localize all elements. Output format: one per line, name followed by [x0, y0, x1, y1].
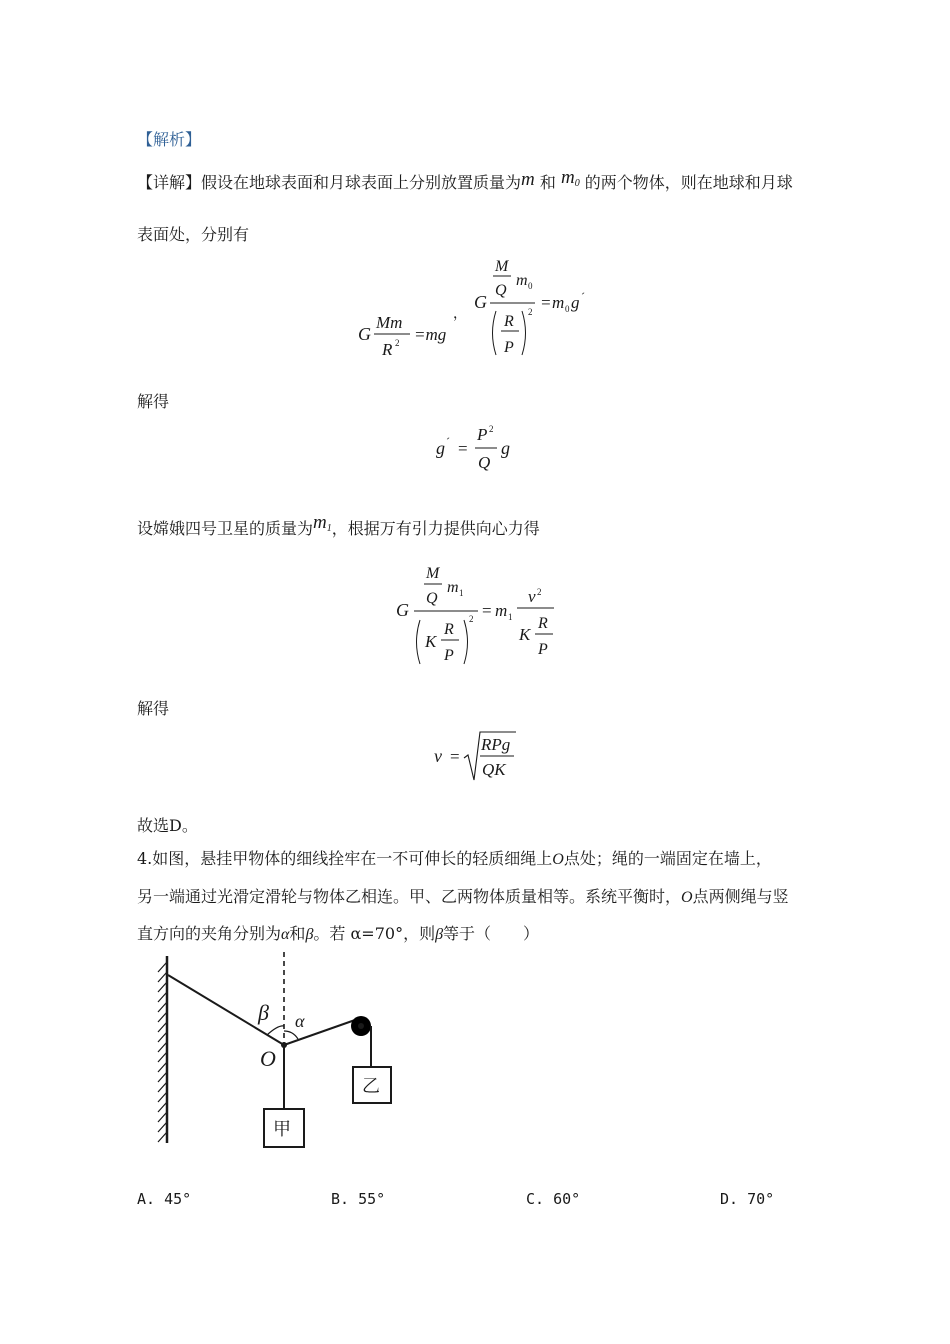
- eq1b-right-paren: [522, 311, 526, 355]
- q-line3b: 。若 α=70°，则: [313, 924, 436, 943]
- q-line3c: 等于（ ）: [443, 924, 540, 943]
- equation-velocity: [430, 728, 530, 788]
- eq3-K2: K: [519, 625, 531, 644]
- option-b-letter: B.: [331, 1190, 350, 1208]
- eq1b-left-paren: [493, 311, 497, 355]
- eq4-v: v: [434, 746, 442, 766]
- conclusion: 故选D。: [137, 816, 198, 835]
- eq1-R: R: [382, 340, 393, 359]
- eq3-G: G: [396, 600, 409, 620]
- q-O-1: O: [552, 851, 564, 868]
- eq1b-m0: m: [552, 293, 565, 312]
- option-d-letter: D.: [720, 1190, 739, 1208]
- q-alpha: α: [281, 926, 290, 943]
- equation-centripetal: [392, 558, 572, 670]
- eq2-g2: g: [501, 438, 510, 458]
- eq1b-G: G: [474, 292, 487, 312]
- eq3-v-sq: 2: [537, 587, 542, 597]
- eq1b-M: M: [495, 258, 509, 275]
- q-O-2: O: [681, 889, 693, 906]
- eq1b-eq: =: [540, 293, 552, 312]
- eq1b-m-sub: 0: [528, 281, 533, 291]
- option-a[interactable]: [137, 1190, 191, 1208]
- eq1b-P: P: [504, 339, 514, 356]
- eq1-G: G: [358, 324, 371, 344]
- block-jia-label: 甲: [273, 1119, 291, 1140]
- pulley-diagram: [150, 950, 410, 1155]
- eq4-den: QK: [482, 760, 506, 779]
- eq3-m1-sub: 1: [508, 612, 513, 622]
- eq3-sq: 2: [469, 614, 474, 624]
- eq1b-sq: 2: [528, 307, 533, 317]
- equation-gravity-surfaces: [350, 255, 610, 365]
- equation-g-prime: [432, 418, 532, 478]
- detail-line-1: [137, 167, 793, 194]
- wall-hatching: [158, 962, 167, 1142]
- eq3-R: R: [444, 621, 454, 638]
- var-m1: m: [313, 512, 327, 533]
- q-line3a: 直方向的夹角分别为: [137, 924, 282, 943]
- eq3-P: P: [444, 647, 454, 664]
- eq2-eq: =: [458, 439, 468, 458]
- analysis-label: 【解析】: [137, 130, 202, 149]
- var-m0: m: [560, 167, 575, 188]
- label-O: O: [260, 1046, 276, 1071]
- q-line1a: 4.如图，悬挂甲物体的细线拴牢在一不可伸长的轻质细绳上: [137, 849, 553, 868]
- eq1b-m: m: [516, 272, 528, 289]
- eq1-Mm: Mm: [376, 313, 403, 332]
- pulley-axle: [358, 1023, 364, 1029]
- eq2-P-sq: 2: [489, 424, 494, 434]
- eq3-Q: Q: [426, 590, 438, 607]
- eq1-eq-mg: =mg: [414, 325, 447, 344]
- label-alpha: α: [295, 1011, 305, 1031]
- q-beta-2: β: [435, 926, 444, 943]
- eq3-R2: R: [538, 615, 548, 632]
- question-line-1: [137, 846, 772, 869]
- q-line2b: 点两侧绳与竖: [692, 887, 789, 906]
- option-c-value: 60°: [553, 1190, 581, 1208]
- eq1b-R: R: [504, 313, 514, 330]
- q-line2a: 另一端通过光滑定滑轮与物体乙相连。甲、乙两物体质量相等。系统平衡时，: [137, 887, 682, 906]
- option-d[interactable]: [720, 1190, 774, 1208]
- option-c-letter: C.: [526, 1190, 545, 1208]
- eq1b-m0-sub: 0: [565, 304, 570, 314]
- eq1-R-sq: 2: [395, 338, 400, 348]
- eq3-eq: =: [482, 601, 492, 620]
- q-line1b: 点处；绳的一端固定在墙上，: [563, 849, 772, 868]
- var-m1-sub: 1: [326, 523, 332, 534]
- eq3-left-paren: [417, 620, 421, 664]
- angle-alpha-arc: [284, 1031, 298, 1039]
- question-line-2: [137, 884, 789, 907]
- eq2-Q: Q: [478, 453, 491, 472]
- eq3-P2: P: [538, 641, 548, 658]
- option-d-value: 70°: [747, 1190, 775, 1208]
- eq4-num: RPg: [481, 735, 511, 754]
- set-mass-sentence: [137, 512, 540, 540]
- eq3-M: M: [426, 565, 440, 582]
- detail-tag: 【详解】: [137, 173, 202, 192]
- solve-label-2: 解得: [137, 699, 170, 718]
- detail-text-b: 的两个物体，则在地球和月球: [584, 173, 793, 192]
- question-line-3: [137, 921, 539, 944]
- option-b-value: 55°: [358, 1190, 386, 1208]
- angle-beta-arc: [267, 1026, 284, 1035]
- eq1b-Q: Q: [495, 282, 507, 299]
- eq1b-prime: ´: [581, 290, 585, 304]
- eq1b-g: g: [571, 293, 580, 312]
- option-c[interactable]: [526, 1190, 580, 1208]
- eq3-K: K: [425, 632, 437, 651]
- var-m0-sub: 0: [574, 178, 580, 189]
- option-a-value: 45°: [164, 1190, 192, 1208]
- eq3-v: v: [528, 587, 536, 606]
- eq3-m-sub: 1: [459, 588, 464, 598]
- eq3-right-paren: [464, 620, 468, 664]
- eq2-g: g: [436, 438, 445, 458]
- set-text-a: 设嫦娥四号卫星的质量为: [137, 519, 314, 538]
- label-beta: β: [258, 1000, 269, 1025]
- eq1-comma: ，: [453, 307, 467, 322]
- detail-line-2: 表面处，分别有: [137, 225, 250, 244]
- option-a-letter: A.: [137, 1190, 156, 1208]
- eq2-P: P: [477, 425, 488, 444]
- option-b[interactable]: [331, 1190, 385, 1208]
- set-text-b: ，根据万有引力提供向心力得: [331, 519, 540, 538]
- q-he: 和: [289, 924, 306, 943]
- var-m: m: [521, 169, 535, 190]
- q-beta: β: [305, 926, 314, 943]
- eq2-prime: ´: [446, 435, 450, 449]
- eq3-m: m: [447, 579, 459, 596]
- eq4-eq: =: [450, 747, 460, 766]
- block-yi-label: 乙: [362, 1076, 380, 1097]
- eq3-m1: m: [495, 601, 508, 620]
- detail-text-a: 假设在地球表面和月球表面上分别放置质量为: [201, 173, 522, 192]
- detail-and: 和: [539, 173, 556, 192]
- solve-label-1: 解得: [137, 392, 170, 411]
